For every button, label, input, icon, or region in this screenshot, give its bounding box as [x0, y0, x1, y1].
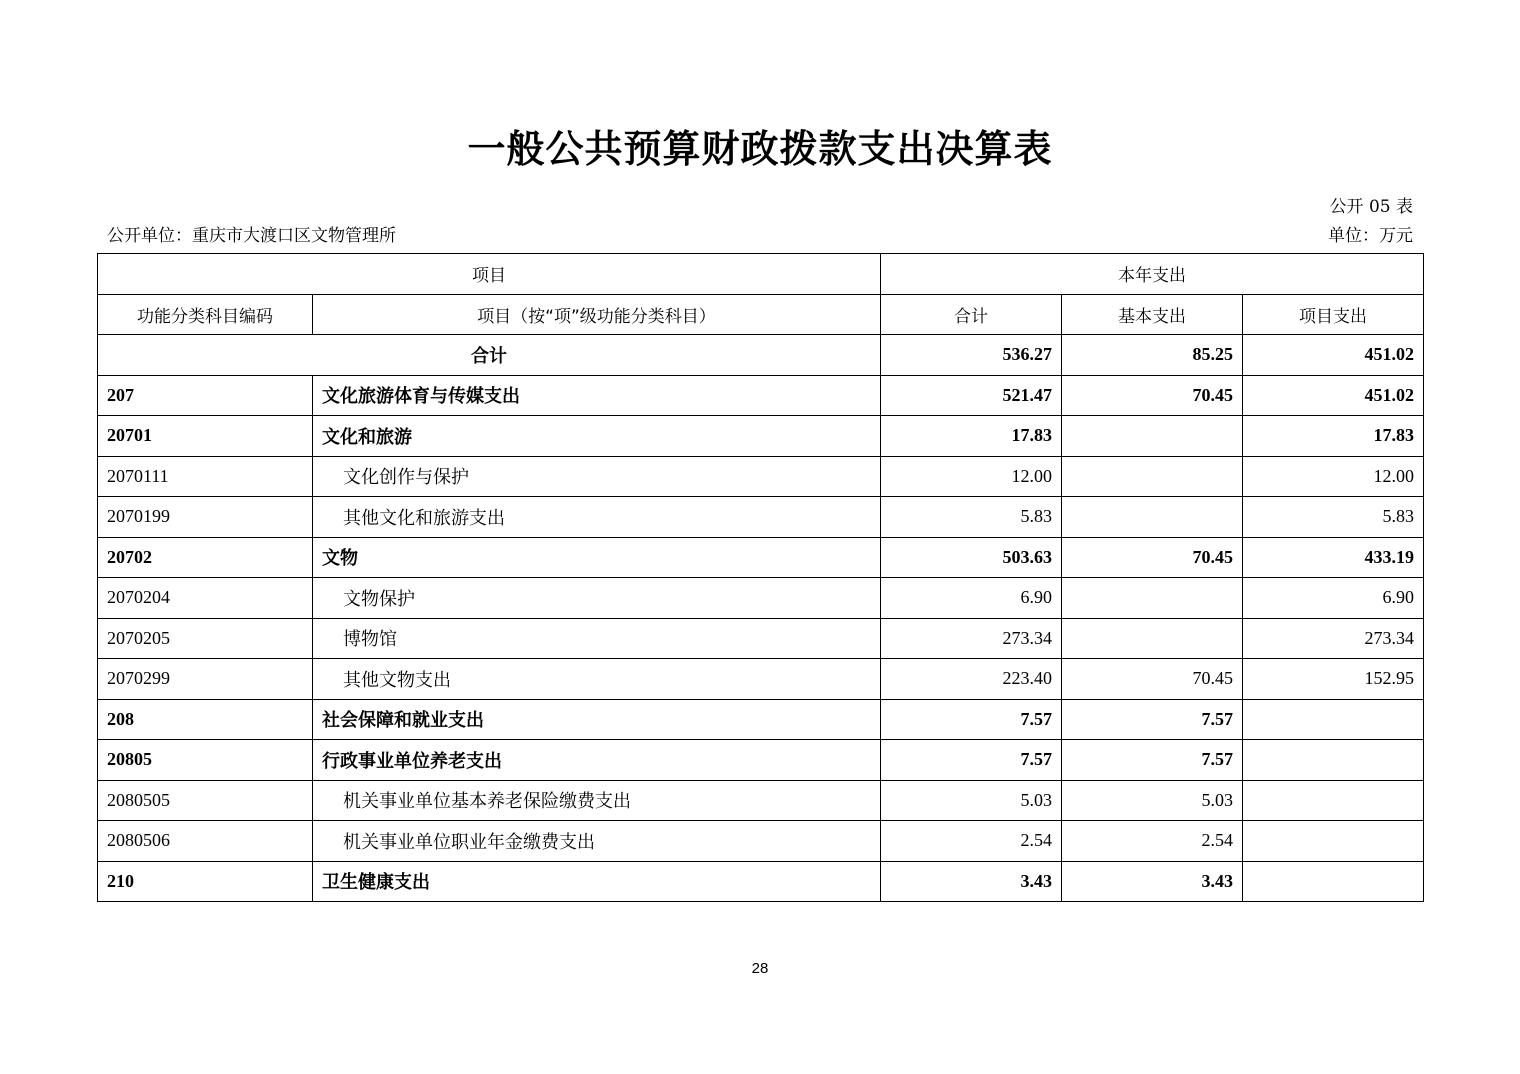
- row-total: 5.83: [881, 497, 1062, 538]
- row-project: 273.34: [1243, 618, 1424, 659]
- row-total: 12.00: [881, 456, 1062, 497]
- row-project: 5.83: [1243, 497, 1424, 538]
- row-basic: [1062, 456, 1243, 497]
- total-row-label: 合计: [98, 335, 881, 376]
- table-row: [98, 578, 1424, 619]
- row-project: 433.19: [1243, 537, 1424, 578]
- row-name: 文化旅游体育与传媒支出: [313, 375, 881, 416]
- row-basic: [1062, 618, 1243, 659]
- row-code: 208: [98, 699, 313, 740]
- table-row: [98, 618, 1424, 659]
- row-total: 5.03: [881, 780, 1062, 821]
- row-project: [1243, 740, 1424, 781]
- row-code: 2080505: [98, 780, 313, 821]
- row-name: 卫生健康支出: [313, 861, 881, 902]
- row-project: [1243, 821, 1424, 862]
- row-project: [1243, 780, 1424, 821]
- header-item-group: 项目: [98, 254, 881, 295]
- budget-table: [97, 253, 1424, 902]
- header-code: 功能分类科目编码: [98, 294, 313, 335]
- row-name: 文化创作与保护: [313, 456, 881, 497]
- table-row: [98, 456, 1424, 497]
- row-code: 2070204: [98, 578, 313, 619]
- row-basic: [1062, 578, 1243, 619]
- row-basic: 70.45: [1062, 537, 1243, 578]
- row-project: 17.83: [1243, 416, 1424, 457]
- row-name: 文物保护: [313, 578, 881, 619]
- page-title: 一般公共预算财政拨款支出决算表: [467, 127, 1053, 171]
- header-year-group: 本年支出: [881, 254, 1424, 295]
- total-row-project: 451.02: [1243, 335, 1424, 376]
- table-row: [98, 497, 1424, 538]
- row-name: 社会保障和就业支出: [313, 699, 881, 740]
- row-basic: [1062, 497, 1243, 538]
- table-row: [98, 740, 1424, 781]
- form-number: 公开 05 表: [1329, 197, 1413, 217]
- row-code: 2070199: [98, 497, 313, 538]
- row-basic: 7.57: [1062, 740, 1243, 781]
- row-code: 210: [98, 861, 313, 902]
- row-project: 6.90: [1243, 578, 1424, 619]
- row-total: 3.43: [881, 861, 1062, 902]
- row-name: 博物馆: [313, 618, 881, 659]
- row-code: 20805: [98, 740, 313, 781]
- row-code: 2070205: [98, 618, 313, 659]
- row-code: 207: [98, 375, 313, 416]
- row-total: 6.90: [881, 578, 1062, 619]
- row-project: 152.95: [1243, 659, 1424, 700]
- header-basic: 基本支出: [1062, 294, 1243, 335]
- table-row: [98, 375, 1424, 416]
- row-total: 273.34: [881, 618, 1062, 659]
- row-project: 12.00: [1243, 456, 1424, 497]
- currency-unit: 单位：万元: [1328, 226, 1413, 246]
- table-row: [98, 659, 1424, 700]
- table-row: [98, 861, 1424, 902]
- row-basic: [1062, 416, 1243, 457]
- row-total: 223.40: [881, 659, 1062, 700]
- row-code: 20701: [98, 416, 313, 457]
- row-basic: 5.03: [1062, 780, 1243, 821]
- publishing-unit: 公开单位：重庆市大渡口区文物管理所: [107, 226, 396, 246]
- row-name: 机关事业单位基本养老保险缴费支出: [313, 780, 881, 821]
- header-project: 项目支出: [1243, 294, 1424, 335]
- row-project: [1243, 861, 1424, 902]
- total-row: [98, 335, 1424, 376]
- row-total: 7.57: [881, 699, 1062, 740]
- row-basic: 3.43: [1062, 861, 1243, 902]
- table-row: [98, 821, 1424, 862]
- table-row: [98, 416, 1424, 457]
- row-total: 521.47: [881, 375, 1062, 416]
- total-row-basic: 85.25: [1062, 335, 1243, 376]
- row-total: 7.57: [881, 740, 1062, 781]
- row-name: 文化和旅游: [313, 416, 881, 457]
- table-row: [98, 537, 1424, 578]
- row-project: [1243, 699, 1424, 740]
- row-code: 2070299: [98, 659, 313, 700]
- row-name: 其他文化和旅游支出: [313, 497, 881, 538]
- row-total: 2.54: [881, 821, 1062, 862]
- row-basic: 2.54: [1062, 821, 1243, 862]
- row-basic: 70.45: [1062, 375, 1243, 416]
- row-code: 20702: [98, 537, 313, 578]
- header-column-row: [98, 294, 1424, 335]
- row-basic: 7.57: [1062, 699, 1243, 740]
- page-number: 28: [751, 960, 769, 977]
- total-row-total: 536.27: [881, 335, 1062, 376]
- header-total: 合计: [881, 294, 1062, 335]
- row-total: 17.83: [881, 416, 1062, 457]
- row-name: 文物: [313, 537, 881, 578]
- row-name: 机关事业单位职业年金缴费支出: [313, 821, 881, 862]
- table-row: [98, 780, 1424, 821]
- header-name: 项目（按“项”级功能分类科目）: [313, 294, 881, 335]
- row-basic: 70.45: [1062, 659, 1243, 700]
- row-project: 451.02: [1243, 375, 1424, 416]
- row-code: 2080506: [98, 821, 313, 862]
- row-code: 2070111: [98, 456, 313, 497]
- row-name: 其他文物支出: [313, 659, 881, 700]
- row-name: 行政事业单位养老支出: [313, 740, 881, 781]
- table-row: [98, 699, 1424, 740]
- row-total: 503.63: [881, 537, 1062, 578]
- header-group-row: [98, 254, 1424, 295]
